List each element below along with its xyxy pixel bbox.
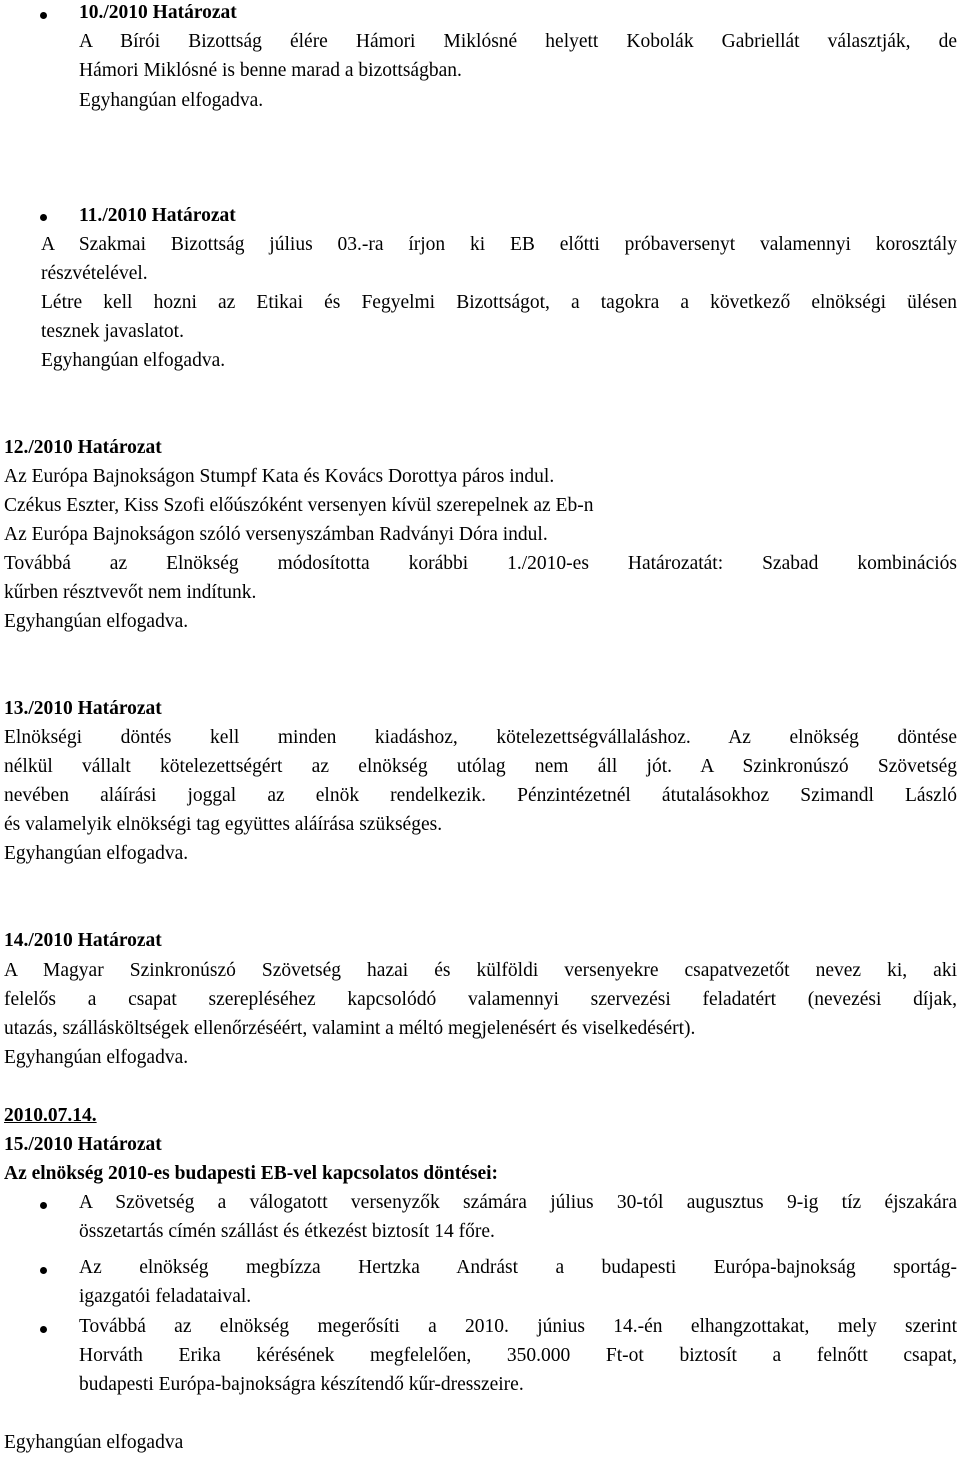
paragraph-line: felelős a csapat szerepléséhez kapcsolódó valamennyi szervezési feladatért (nevezési díjak, [4,989,957,1010]
list-item-line: összetartás címén szállást és étkezést biztosít 14 főre. [79,1221,495,1242]
paragraph-line: Továbbá az Elnökség módosította korábbi 1./2010-es Határozatát: Szabad kombinációs [4,553,957,574]
paragraph-line: Létre kell hozni az Etikai és Fegyelmi Bizottságot, a tagokra a következő elnökségi ülésen [41,292,957,313]
bullet-icon [40,1202,47,1209]
paragraph-line: A Szakmai Bizottság július 03.-ra írjon ki EB előtti próbaversenyt valamennyi korosztály [41,234,957,255]
paragraph-line: Hámori Miklósné is benne marad a bizottságban. [79,60,462,81]
vote-result: Egyhangúan elfogadva [4,1432,184,1453]
resolution-title-12: 12./2010 Határozat [4,437,162,458]
resolution-title-15: 15./2010 Határozat [4,1134,162,1155]
list-item-line: Horváth Erika kérésének megfelelően, 350.000 Ft-ot biztosít a felnőtt csapat, [79,1345,957,1366]
paragraph-line: Az Európa Bajnokságon Stumpf Kata és Kovács Dorottya páros indul. [4,466,555,487]
resolution-title-11: 11./2010 Határozat [79,205,236,226]
paragraph-line: nevében aláírási joggal az elnök rendelkezik. Pénzintézetnél átutalásokhoz Szimandl László [4,785,957,806]
vote-result: Egyhangúan elfogadva. [4,843,189,864]
vote-result: Egyhangúan elfogadva. [4,1047,189,1068]
paragraph-line: utazás, szállásköltségek ellenőrzéséért, valamint a méltó megjelenésért és viselkedésért). [4,1018,696,1039]
paragraph-line: tesznek javaslatot. [41,321,184,342]
paragraph-line: részvételével. [41,263,148,284]
resolution-title-14: 14./2010 Határozat [4,930,162,951]
resolution-title-10: 10./2010 Határozat [79,2,237,23]
list-item-line: igazgatói feladataival. [79,1286,252,1307]
list-item-line: Továbbá az elnökség megerősíti a 2010. június 14.-én elhangzottakat, mely szerint [79,1316,957,1337]
paragraph-line: Az Európa Bajnokságon szóló versenyszámban Radványi Dóra indul. [4,524,548,545]
paragraph-line: A Magyar Szinkronúszó Szövetség hazai és külföldi versenyekre csapatvezetőt nevez ki, aki [4,960,957,981]
paragraph-line: és valamelyik elnökségi tag együttes aláírása szükséges. [4,814,443,835]
list-item-line: Az elnökség megbízza Hertzka Andrást a budapesti Európa-bajnokság sportág- [79,1257,957,1278]
paragraph-line: Elnökségi döntés kell minden kiadáshoz, kötelezettségvállaláshoz. Az elnökség döntése [4,727,957,748]
vote-result: Egyhangúan elfogadva. [41,350,226,371]
meeting-date: 2010.07.14. [4,1105,97,1126]
bullet-icon [40,1326,47,1333]
resolution-title-13: 13./2010 Határozat [4,698,162,719]
vote-result: Egyhangúan elfogadva. [4,611,189,632]
bullet-icon [40,214,47,221]
paragraph-line: kűrben résztvevőt nem indítunk. [4,582,257,603]
bullet-icon [40,1267,47,1274]
paragraph-line: A Bírói Bizottság élére Hámori Miklósné helyett Kobolák Gabriellát választják, de [79,31,957,52]
paragraph-line: Czékus Eszter, Kiss Szofi előúszóként versenyen kívül szerepelnek az Eb-n [4,495,594,516]
vote-result: Egyhangúan elfogadva. [79,90,264,111]
bullet-icon [40,12,47,19]
list-item-line: budapesti Európa-bajnokságra készítendő kűr-dresszeire. [79,1374,524,1395]
paragraph-line: nélkül vállalt kötelezettségért az elnökség utólag nem áll jót. A Szinkronúszó Szövetség [4,756,957,777]
section-heading: Az elnökség 2010-es budapesti EB-vel kapcsolatos döntései: [4,1163,499,1184]
list-item-line: A Szövetség a válogatott versenyzők számára július 30-tól augusztus 9-ig tíz éjszakára [79,1192,957,1213]
